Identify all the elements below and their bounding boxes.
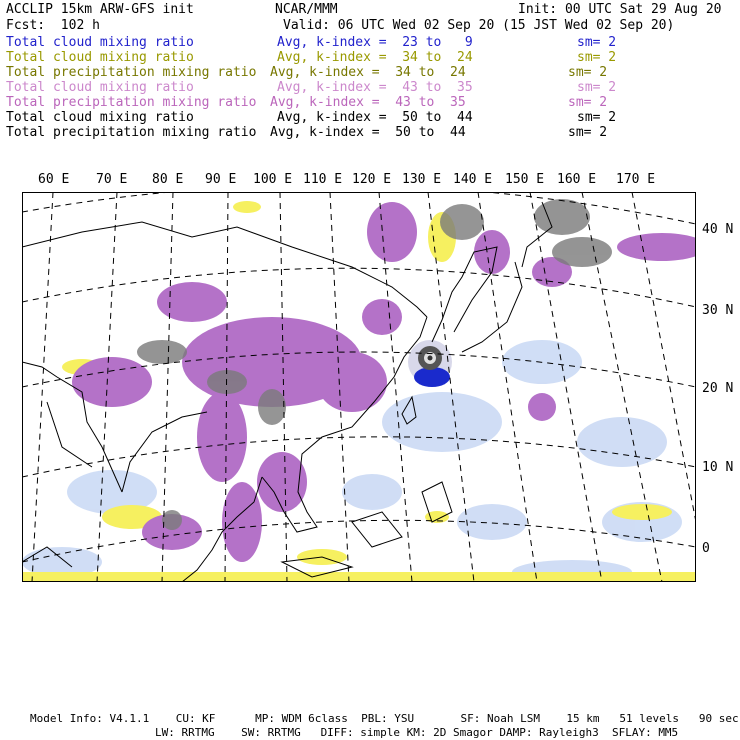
field-avg: Avg, k-index = 34 to 24 (277, 50, 473, 65)
physics-info: LW: RRTMG SW: RRTMG DIFF: simple KM: 2D Smagor DAMP: Rayleigh3 SFLAY: MM5 (155, 726, 679, 739)
lon-label: 60 E (38, 172, 70, 187)
field-sm: sm= 2 (577, 35, 617, 50)
field-name: Total cloud mixing ratio (6, 50, 194, 65)
field-sm: sm= 2 (568, 95, 608, 110)
lon-label: 130 E (402, 172, 442, 187)
lon-label: 170 E (616, 172, 656, 187)
lon-label: 120 E (352, 172, 392, 187)
field-avg: Avg, k-index = 50 to 44 (270, 125, 466, 140)
institute-label: NCAR/MMM (275, 2, 338, 17)
field-name: Total cloud mixing ratio (6, 80, 194, 95)
lon-label: 110 E (303, 172, 343, 187)
field-avg: Avg, k-index = 43 to 35 (277, 80, 473, 95)
field-sm: sm= 2 (568, 65, 608, 80)
field-name: Total precipitation mixing ratio (6, 95, 257, 110)
lon-label: 100 E (253, 172, 293, 187)
lon-label: 150 E (505, 172, 545, 187)
field-name: Total precipitation mixing ratio (6, 65, 257, 80)
lat-label: 30 N (702, 303, 734, 318)
field-name: Total cloud mixing ratio (6, 110, 194, 125)
lon-label: 160 E (557, 172, 597, 187)
forecast-map (22, 192, 696, 582)
lon-label: 90 E (205, 172, 237, 187)
field-avg: Avg, k-index = 43 to 35 (270, 95, 466, 110)
valid-time: Valid: 06 UTC Wed 02 Sep 20 (15 JST Wed 02 Sep 20) (283, 18, 675, 33)
field-avg: Avg, k-index = 34 to 24 (270, 65, 466, 80)
model-title: ACCLIP 15km ARW-GFS init (6, 2, 194, 17)
model-info: Model Info: V4.1.1 CU: KF MP: WDM 6class PBL: YSU SF: Noah LSM 15 km 51 levels 90 sec (30, 712, 739, 725)
lon-label: 80 E (152, 172, 184, 187)
lat-label: 40 N (702, 222, 734, 237)
lat-label: 10 N (702, 460, 734, 475)
field-sm: sm= 2 (577, 50, 617, 65)
lon-label: 140 E (453, 172, 493, 187)
field-sm: sm= 2 (568, 125, 608, 140)
field-sm: sm= 2 (577, 110, 617, 125)
lat-label: 20 N (702, 381, 734, 396)
forecast-hour: Fcst: 102 h (6, 18, 100, 33)
field-sm: sm= 2 (577, 80, 617, 95)
lon-label: 70 E (96, 172, 128, 187)
field-avg: Avg, k-index = 23 to 9 (277, 35, 473, 50)
field-name: Total cloud mixing ratio (6, 35, 194, 50)
field-avg: Avg, k-index = 50 to 44 (277, 110, 473, 125)
lat-label: 0 (702, 541, 710, 556)
init-time: Init: 00 UTC Sat 29 Aug 20 (518, 2, 722, 17)
field-name: Total precipitation mixing ratio (6, 125, 257, 140)
